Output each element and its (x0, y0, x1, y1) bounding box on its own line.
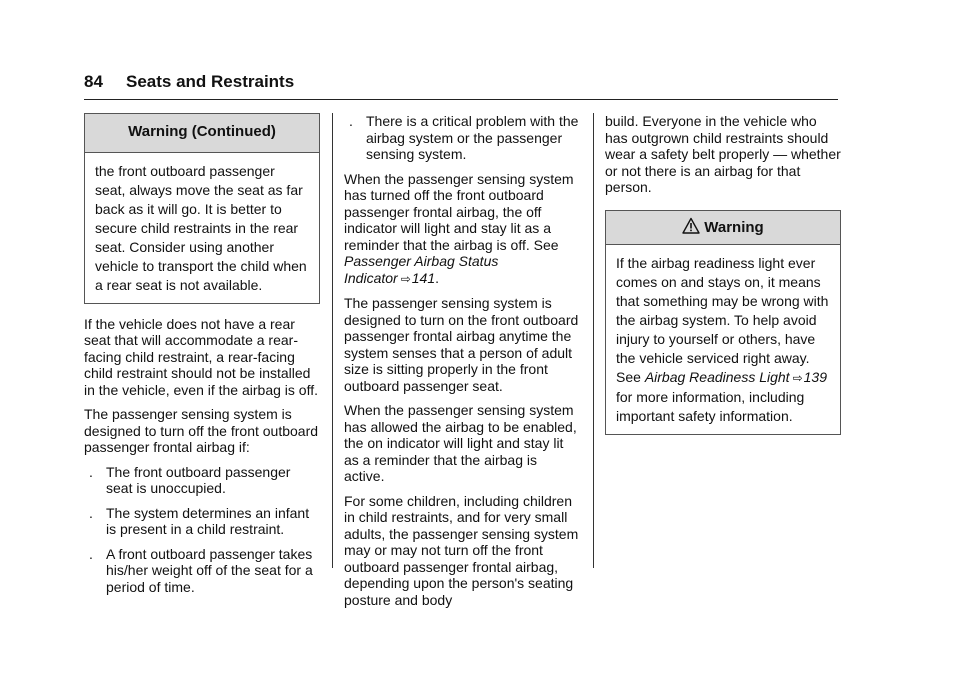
warning-triangle-icon (682, 217, 700, 235)
header-rule (84, 99, 838, 100)
list-item (84, 505, 320, 538)
bullet-mark: . (89, 504, 93, 521)
warning-box (605, 210, 841, 436)
page-ref-arrow-icon: ⇨ (792, 371, 803, 385)
page-reference[interactable]: 141 (411, 269, 436, 286)
paragraph: For some children, including children in child restraints, and for very small adults, the passenger sensing system may or may not turn off the front outboard passenger frontal airbag, depending upon the person's seating posture and body (344, 492, 579, 608)
section-title: Seats and Restraints (126, 72, 295, 91)
list-item (344, 113, 580, 163)
list-item-text: There is a critical problem with the airbag system or the passenger sensing system. (366, 113, 579, 162)
warning-title: Warning (704, 218, 764, 236)
bullet-mark: . (89, 463, 93, 480)
warning-continued-body: the front outboard passenger seat, always move the seat as far back as it will go. It is better to secure child restraints in the rear seat. Consider using another vehicle to transport the child when a rear seat is not available. (95, 162, 307, 293)
paragraph (344, 171, 580, 288)
paragraph-text: When the passenger sensing system has turned off the front outboard passenger frontal airbag, the off indicator will light and stay lit as a reminder that the airbag is off. See (344, 170, 574, 253)
paragraph: If the vehicle does not have a rear seat that will accommodate a rear-facing child restraint, a rear-facing child restraint should not be installed in the vehicle, even if the airbag is off. (84, 315, 318, 398)
paragraph: The passenger sensing system is designed to turn on the front outboard passenger frontal airbag anytime the system senses that a person of adult size is sitting properly in the front outboard passenger seat. (344, 295, 579, 394)
warning-body (606, 245, 840, 434)
column-3 (605, 113, 841, 447)
page-number: 84 (84, 72, 103, 91)
page-ref-arrow-icon: ⇨ (400, 271, 411, 286)
cross-reference-link[interactable]: Airbag Readiness Light (644, 369, 790, 385)
cross-reference-link[interactable]: Passenger Airbag Status Indicator (344, 253, 499, 286)
column-divider (332, 113, 333, 568)
warning-continued-box (84, 113, 320, 304)
list-item (84, 546, 320, 596)
warning-continued-title: Warning (Continued) (85, 114, 319, 153)
paragraph-end: . (435, 269, 440, 286)
paragraph: When the passenger sensing system has allowed the airbag to be enabled, the on indicator will light and stay lit as a reminder that the airbag is active. (344, 402, 577, 484)
paragraph: The passenger sensing system is designed to turn off the front outboard passenger frontal airbag if: (84, 406, 319, 455)
warning-title-bar (606, 211, 840, 246)
list-item-text: The front outboard passenger seat is unoccupied. (106, 463, 291, 496)
list-item-text: A front outboard passenger takes his/her weight off of the seat for a period of time. (106, 545, 313, 595)
list-item (84, 464, 320, 497)
warning-body-end: for more information, including important safety information. (616, 389, 805, 424)
list-item-text: The system determines an infant is present in a child restraint. (106, 504, 310, 537)
column-divider (593, 113, 594, 568)
warning-body-text: If the airbag readiness light ever comes on and stays on, it means that something may be wrong with the airbag system. To help avoid injury to yourself or others, have the vehicle serviced right away. See (616, 255, 829, 385)
page-reference[interactable]: 139 (803, 369, 827, 385)
bullet-mark: . (349, 113, 353, 129)
bullet-mark: . (89, 545, 93, 562)
paragraph: build. Everyone in the vehicle who has outgrown child restraints should wear a safety belt properly — whether or not there is an airbag for that person. (605, 113, 841, 195)
column-2 (344, 113, 580, 616)
column-1 (84, 113, 320, 603)
